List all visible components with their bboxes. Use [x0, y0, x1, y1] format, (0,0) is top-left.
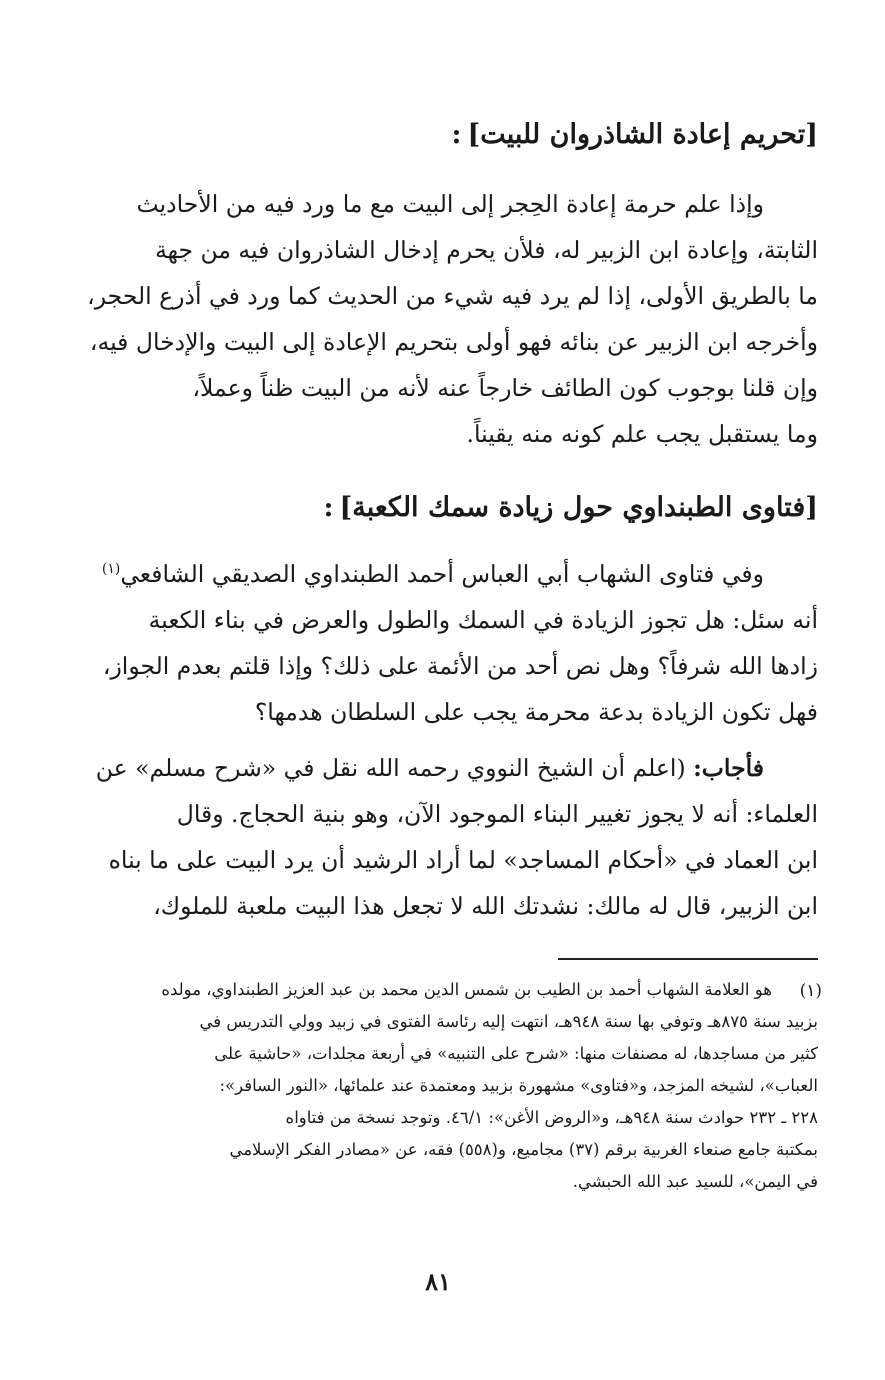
answer-line — [4, 744, 818, 792]
paragraph-line: وأخرجه ابن الزبير عن بنائه فهو أولى بتحريم الإعادة إلى البيت والإدخال فيه، — [89, 328, 818, 356]
heading-text: [فتاوى الطبنداوي حول زيادة سمك الكعبة] — [339, 492, 818, 523]
page-number: ٨١ — [425, 1267, 451, 1296]
paragraph-line: ما بالطريق الأولى، إذا لم يرد فيه شيء من الحديث كما ورد في أذرع الحجر، — [87, 282, 818, 310]
answer-text: (اعلم أن الشيخ النووي رحمه الله نقل في «شرح مسلم» عن — [95, 754, 686, 782]
paragraph-line: ابن العماد في «أحكام المساجد» لما أراد الرشيد أن يرد البيت على ما بناه — [108, 846, 818, 874]
footnote-line: كثير من مساجدها، له مصنفات منها: «شرح على التنبيه» في أربعة مجلدات، «حاشية على — [214, 1044, 818, 1063]
footnote-line: هو العلامة الشهاب أحمد بن الطيب بن شمس الدين محمد بن عبد العزيز الطبنداوي، مولده — [161, 980, 772, 999]
heading-colon: : — [451, 119, 462, 150]
paragraph-text: وفي فتاوى الشهاب أبي العباس أحمد الطبنداوي الصديقي الشافعي — [120, 560, 764, 588]
footnote-marker: (١) — [101, 561, 121, 578]
paragraph-line: أنه سئل: هل تجوز الزيادة في السمك والطول والعرض في بناء الكعبة — [148, 606, 818, 634]
paragraph-line — [4, 550, 818, 598]
section-heading-shadharwan — [452, 115, 819, 155]
footnote-line: في اليمن»، للسيد عبد الله الحبشي. — [572, 1172, 818, 1191]
paragraph-line: العلماء: أنه لا يجوز تغيير البناء الموجود الآن، وهو بنية الحجاج. وقال — [176, 800, 818, 828]
footnote-number: (١) — [799, 981, 822, 1001]
footnote-line: ٢٢٨ ـ ٢٣٢ حوادث سنة ٩٤٨هـ، و«الروض الأغن»: ٤٦/١. وتوجد نسخة من فتاواه — [285, 1108, 818, 1127]
paragraph-line: وإذا علم حرمة إعادة الحِجر إلى البيت مع ما ورد فيه من الأحاديث — [136, 190, 764, 218]
heading-text: [تحريم إعادة الشاذروان للبيت] — [467, 119, 818, 150]
footnote-line: بمكتبة جامع صنعاء الغربية برقم (٣٧) مجاميع، و(٥٥٨) فقه، عن «مصادر الفكر الإسلامي — [229, 1140, 818, 1159]
paragraph-line: وإن قلنا بوجوب كون الطائف خارجاً عنه لأنه من البيت ظناً وعملاً، — [192, 374, 818, 402]
paragraph-line: فهل تكون الزيادة بدعة محرمة يجب على السلطان هدمها؟ — [254, 698, 818, 726]
answer-lead: فأجاب: — [693, 754, 764, 782]
footnote-line: العباب»، لشيخه المزجد، و«فتاوى» مشهورة بزبيد ومعتمدة عند علمائها، «النور السافر»: — [219, 1076, 818, 1095]
footnote-separator — [558, 958, 818, 960]
paragraph-line: الثابتة، وإعادة ابن الزبير له، فلأن يحرم إدخال الشاذروان فيه من جهة — [155, 236, 818, 264]
book-page — [58, 0, 822, 1380]
paragraph-line: زادها الله شرفاً؟ وهل نص أحد من الأئمة على ذلك؟ وإذا قلتم بعدم الجواز، — [102, 652, 818, 680]
paragraph-line: ابن الزبير، قال له مالك: نشدتك الله لا تجعل هذا البيت ملعبة للملوك، — [153, 892, 818, 920]
footnote-line: بزبيد سنة ٨٧٥هـ وتوفي بها سنة ٩٤٨هـ، انتهت إليه رئاسة الفتوى في زبيد وولي التدريس في — [199, 1012, 818, 1031]
paragraph-line: وما يستقبل يجب علم كونه منه يقيناً. — [466, 420, 818, 448]
section-heading-tabandawi — [324, 488, 818, 528]
heading-colon: : — [323, 492, 334, 523]
